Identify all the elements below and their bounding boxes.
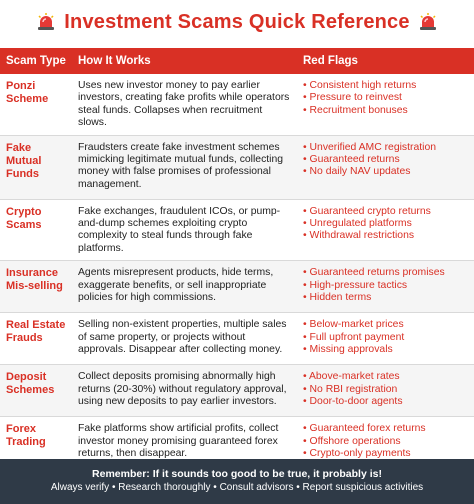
scams-table (0, 48, 474, 469)
column-header-how-it-works: How It Works (72, 48, 297, 74)
table-header-row (0, 48, 474, 74)
red-flag-item: • Guaranteed returns (303, 154, 468, 166)
column-header-red-flags: Red Flags (297, 48, 474, 74)
table-row (0, 135, 474, 199)
footer-tips: Always verify • Research thoroughly • Consult advisors • Report suspicious activities (50, 482, 424, 493)
red-flag-item: • Below-market prices (303, 319, 468, 331)
scam-type-cell: Forex Trading (0, 417, 72, 469)
how-it-works-cell: Uses new investor money to pay earlier investors, creating fake profits while operators steal funds. Collapses when recruitment slows. (72, 74, 297, 135)
red-flags-cell (297, 74, 474, 135)
red-flag-item: • Withdrawal restrictions (303, 230, 468, 242)
red-flag-item: • Crypto-only payments (303, 448, 468, 460)
red-flag-item: • Door-to-door agents (303, 396, 468, 408)
scam-type-cell: Deposit Schemes (0, 365, 72, 417)
red-flag-item: • Pressure to reinvest (303, 92, 468, 104)
how-it-works-cell: Fraudsters create fake investment schemes mimicking legitimate mutual funds, collecting money with false promises of professional management. (72, 135, 297, 199)
red-flag-item: • Hidden terms (303, 292, 468, 304)
red-flag-item: • Offshore operations (303, 436, 468, 448)
red-flags-cell (297, 135, 474, 199)
red-flags-cell (297, 365, 474, 417)
red-flag-item: • Missing approvals (303, 344, 468, 356)
table-row (0, 261, 474, 313)
red-flags-cell (297, 199, 474, 261)
footer-reminder (0, 459, 474, 504)
red-flag-item: • Guaranteed forex returns (303, 423, 468, 435)
red-flag-item: • Above-market rates (303, 371, 468, 383)
title-bar (0, 0, 474, 44)
siren-icon (36, 12, 56, 32)
column-header-scam-type: Scam Type (0, 48, 72, 74)
red-flag-item: • Unregulated platforms (303, 218, 468, 230)
table-row (0, 313, 474, 365)
table-row (0, 199, 474, 261)
table-row (0, 74, 474, 135)
red-flags-cell (297, 313, 474, 365)
how-it-works-cell: Fake platforms show artificial profits, collect investor money promising guaranteed forex returns, then disappear. (72, 417, 297, 469)
red-flag-item: • No daily NAV updates (303, 166, 468, 178)
red-flag-item: • Recruitment bonuses (303, 105, 468, 117)
how-it-works-cell: Agents misrepresent products, hide terms, exaggerate benefits, or sell inappropriate policies for high commissions. (72, 261, 297, 313)
red-flag-item: • Full upfront payment (303, 332, 468, 344)
red-flag-item: • Guaranteed returns promises (303, 267, 468, 279)
scam-type-cell: Ponzi Scheme (0, 74, 72, 135)
how-it-works-cell: Selling non-existent properties, multiple sales of same property, or projects without approvals. Disappear after collecting money. (72, 313, 297, 365)
table-row (0, 365, 474, 417)
red-flag-item: • Consistent high returns (303, 80, 468, 92)
page-title: Investment Scams Quick Reference (64, 10, 410, 33)
siren-icon (418, 12, 438, 32)
footer-headline: Remember: If it sounds too good to be true, it probably is! (92, 468, 382, 480)
red-flags-cell (297, 261, 474, 313)
scam-type-cell: Real Estate Frauds (0, 313, 72, 365)
red-flag-item: • Guaranteed crypto returns (303, 206, 468, 218)
scam-type-cell: Insurance Mis-selling (0, 261, 72, 313)
how-it-works-cell: Collect deposits promising abnormally high returns (20-30%) without regulatory approval, using new deposits to pay earlier investors. (72, 365, 297, 417)
scam-type-cell: Fake Mutual Funds (0, 135, 72, 199)
scam-type-cell: Crypto Scams (0, 199, 72, 261)
red-flag-item: • No RBI registration (303, 384, 468, 396)
how-it-works-cell: Fake exchanges, fraudulent ICOs, or pump-and-dump schemes exploiting crypto complexity to steal funds through fake platforms. (72, 199, 297, 261)
red-flag-item: • Unverified AMC registration (303, 142, 468, 154)
red-flag-item: • High-pressure tactics (303, 280, 468, 292)
